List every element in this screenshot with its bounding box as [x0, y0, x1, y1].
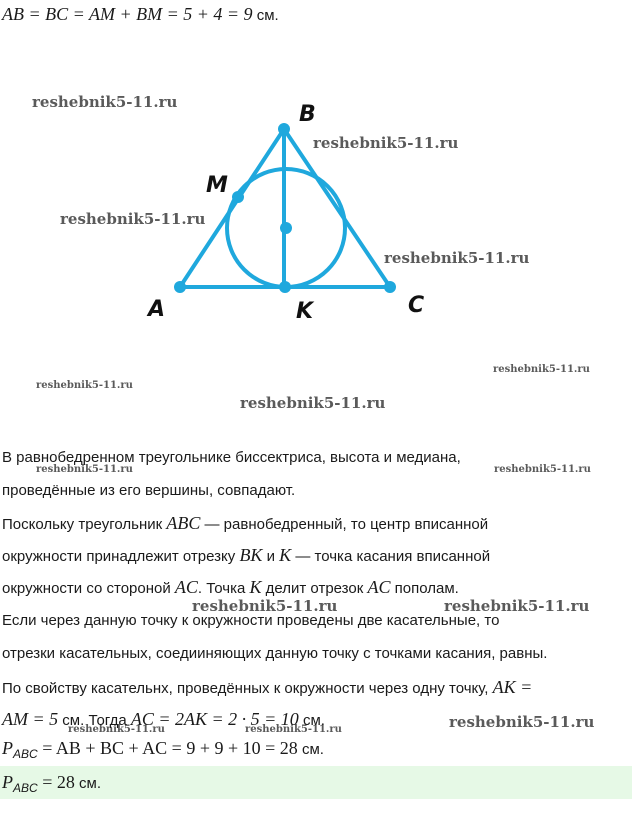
math-span: AC = 2AK = 2 · 5 = 10: [130, 709, 299, 729]
watermark: reshebnik5-11.ru: [240, 394, 386, 412]
watermark: reshebnik5-11.ru: [313, 134, 459, 152]
text-span: пополам.: [390, 580, 459, 597]
equation-line-ab-bc: [2, 4, 279, 25]
math-p: P: [2, 738, 13, 758]
text-span: см.: [298, 712, 325, 729]
math-span: K: [279, 545, 292, 565]
text-span: окружности принадлежит отрезку: [2, 548, 240, 565]
text-span: см. Тогда: [58, 712, 131, 729]
equation-unit: см.: [252, 7, 279, 24]
watermark: reshebnik5-11.ru: [36, 464, 133, 475]
answer-text: [2, 772, 101, 795]
math-span: AC: [367, 577, 391, 597]
label-c: C: [408, 293, 425, 318]
watermark: reshebnik5-11.ru: [494, 464, 591, 475]
text-line: Если через данную точку к окружности проведены две касательные, то: [2, 612, 500, 629]
label-k: K: [296, 299, 314, 324]
watermark: reshebnik5-11.ru: [68, 724, 165, 735]
watermark: reshebnik5-11.ru: [36, 380, 133, 391]
perimeter-line: [2, 738, 324, 761]
triangle-lines: [180, 129, 390, 287]
text-span: — точка касания вписанной: [291, 548, 491, 565]
answer-p: P: [2, 772, 13, 792]
point-b: [278, 123, 290, 135]
text-line: [2, 577, 459, 598]
point-m: [232, 191, 244, 203]
text-line: [2, 513, 488, 534]
watermark: reshebnik5-11.ru: [384, 249, 530, 267]
watermark: reshebnik5-11.ru: [493, 364, 590, 375]
watermark: reshebnik5-11.ru: [444, 597, 590, 615]
equation-math: AB = BC = AM + BM = 5 + 4 = 9: [2, 4, 253, 24]
answer-math: = 28: [37, 772, 75, 792]
point-k: [279, 281, 291, 293]
math-sub: ABC: [13, 747, 38, 761]
point-c: [384, 281, 396, 293]
text-line: отрезки касательных, соедииняющих данную точку с точками касания, равны.: [2, 645, 548, 662]
text-span: делит отрезок: [261, 580, 368, 597]
text-span: и: [262, 548, 280, 565]
math-span: AK =: [492, 677, 533, 697]
text-line: В равнобедренном треугольнике биссектриса, высота и медиана,: [2, 449, 461, 466]
text-line: [2, 709, 325, 730]
math-span: AM = 5: [2, 709, 59, 729]
text-span: — равнобедренный, то центр вписанной: [200, 516, 489, 533]
label-a: A: [148, 297, 166, 322]
watermark: reshebnik5-11.ru: [32, 93, 178, 111]
text-line: проведённые из его вершины, совпадают.: [2, 482, 296, 499]
text-line: [2, 677, 532, 698]
text-span: . Точка: [197, 580, 250, 597]
text-span: см.: [297, 741, 324, 758]
math-span: BK: [239, 545, 263, 565]
watermark: reshebnik5-11.ru: [60, 210, 206, 228]
math-span: = AB + BC + AC = 9 + 9 + 10 = 28: [37, 738, 298, 758]
math-span: AC: [174, 577, 198, 597]
point-center: [280, 222, 292, 234]
text-line: [2, 545, 490, 566]
text-span: окружности со стороной: [2, 580, 175, 597]
answer-sub: ABC: [13, 781, 38, 795]
text-span: Поскольку треугольник: [2, 516, 167, 533]
label-m: M: [206, 173, 228, 198]
point-a: [174, 281, 186, 293]
answer-unit: см.: [74, 775, 101, 792]
label-b: B: [299, 102, 316, 127]
math-span: ABC: [166, 513, 201, 533]
watermark: reshebnik5-11.ru: [449, 713, 595, 731]
math-span: K: [249, 577, 262, 597]
watermark: reshebnik5-11.ru: [245, 724, 342, 735]
answer-box: [0, 766, 632, 799]
text-span: По свойству касательнх, проведённых к окружности через одну точку,: [2, 680, 493, 697]
watermark: reshebnik5-11.ru: [192, 597, 338, 615]
